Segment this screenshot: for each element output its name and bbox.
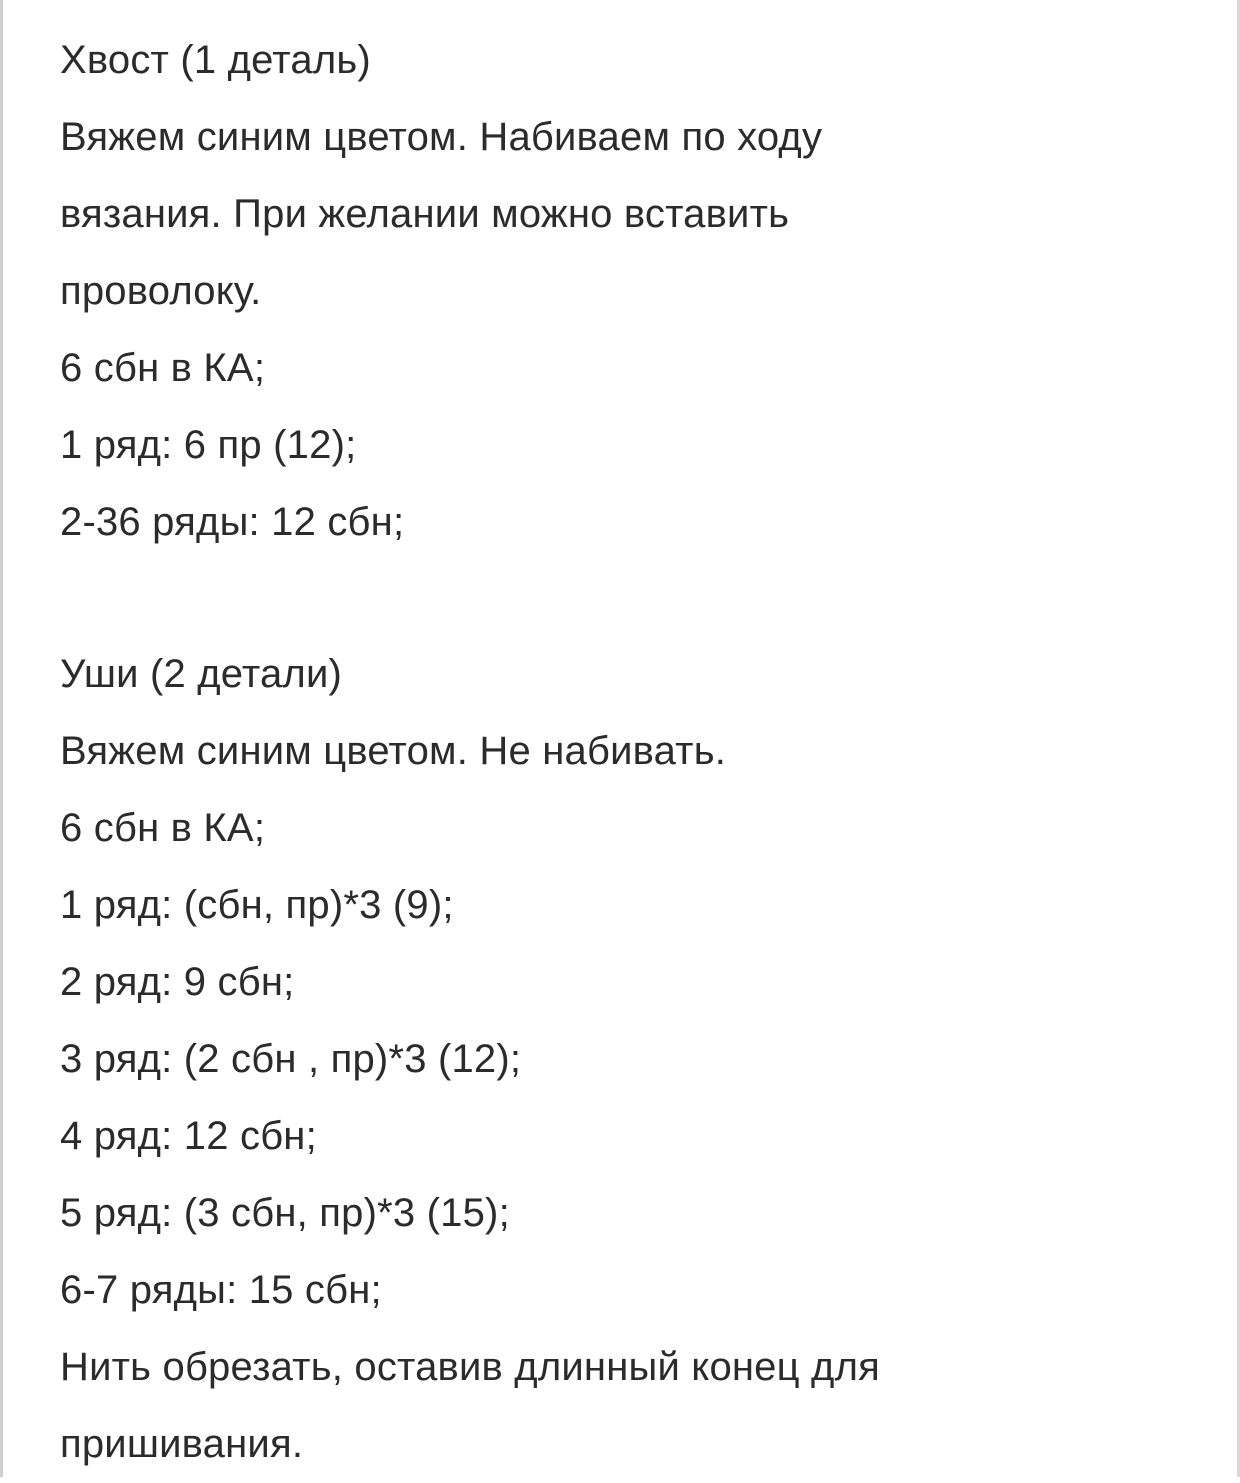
ears-line: 3 ряд: (2 сбн , пр)*3 (12);	[60, 1037, 522, 1081]
ears-line: пришивания.	[60, 1422, 304, 1466]
tail-line: проволоку.	[60, 269, 262, 313]
tail-line: вязания. При желании можно вставить	[60, 192, 790, 236]
ears-line: Нить обрезать, оставив длинный конец для	[60, 1345, 880, 1389]
tail-line: Вяжем синим цветом. Набиваем по ходу	[60, 115, 823, 159]
ears-title: Уши (2 детали)	[60, 652, 343, 696]
ears-line: 4 ряд: 12 сбн;	[60, 1114, 317, 1158]
ears-line: 5 ряд: (3 сбн, пр)*3 (15);	[60, 1191, 510, 1235]
pattern-text	[60, 22, 1210, 1483]
left-border-divider	[0, 0, 3, 1477]
tail-line: 1 ряд: 6 пр (12);	[60, 423, 357, 467]
ears-line: 2 ряд: 9 сбн;	[60, 960, 295, 1004]
section-gap	[60, 561, 1210, 636]
ears-section	[60, 636, 1210, 1483]
tail-line: 6 сбн в КА;	[60, 346, 266, 390]
tail-section	[60, 22, 1210, 561]
tail-title: Хвост (1 деталь)	[60, 38, 371, 82]
ears-line: 6 сбн в КА;	[60, 806, 266, 850]
ears-line: 1 ряд: (сбн, пр)*3 (9);	[60, 883, 454, 927]
ears-line: 6-7 ряды: 15 сбн;	[60, 1268, 382, 1312]
ears-line: Вяжем синим цветом. Не набивать.	[60, 729, 727, 773]
tail-line: 2-36 ряды: 12 сбн;	[60, 500, 405, 544]
